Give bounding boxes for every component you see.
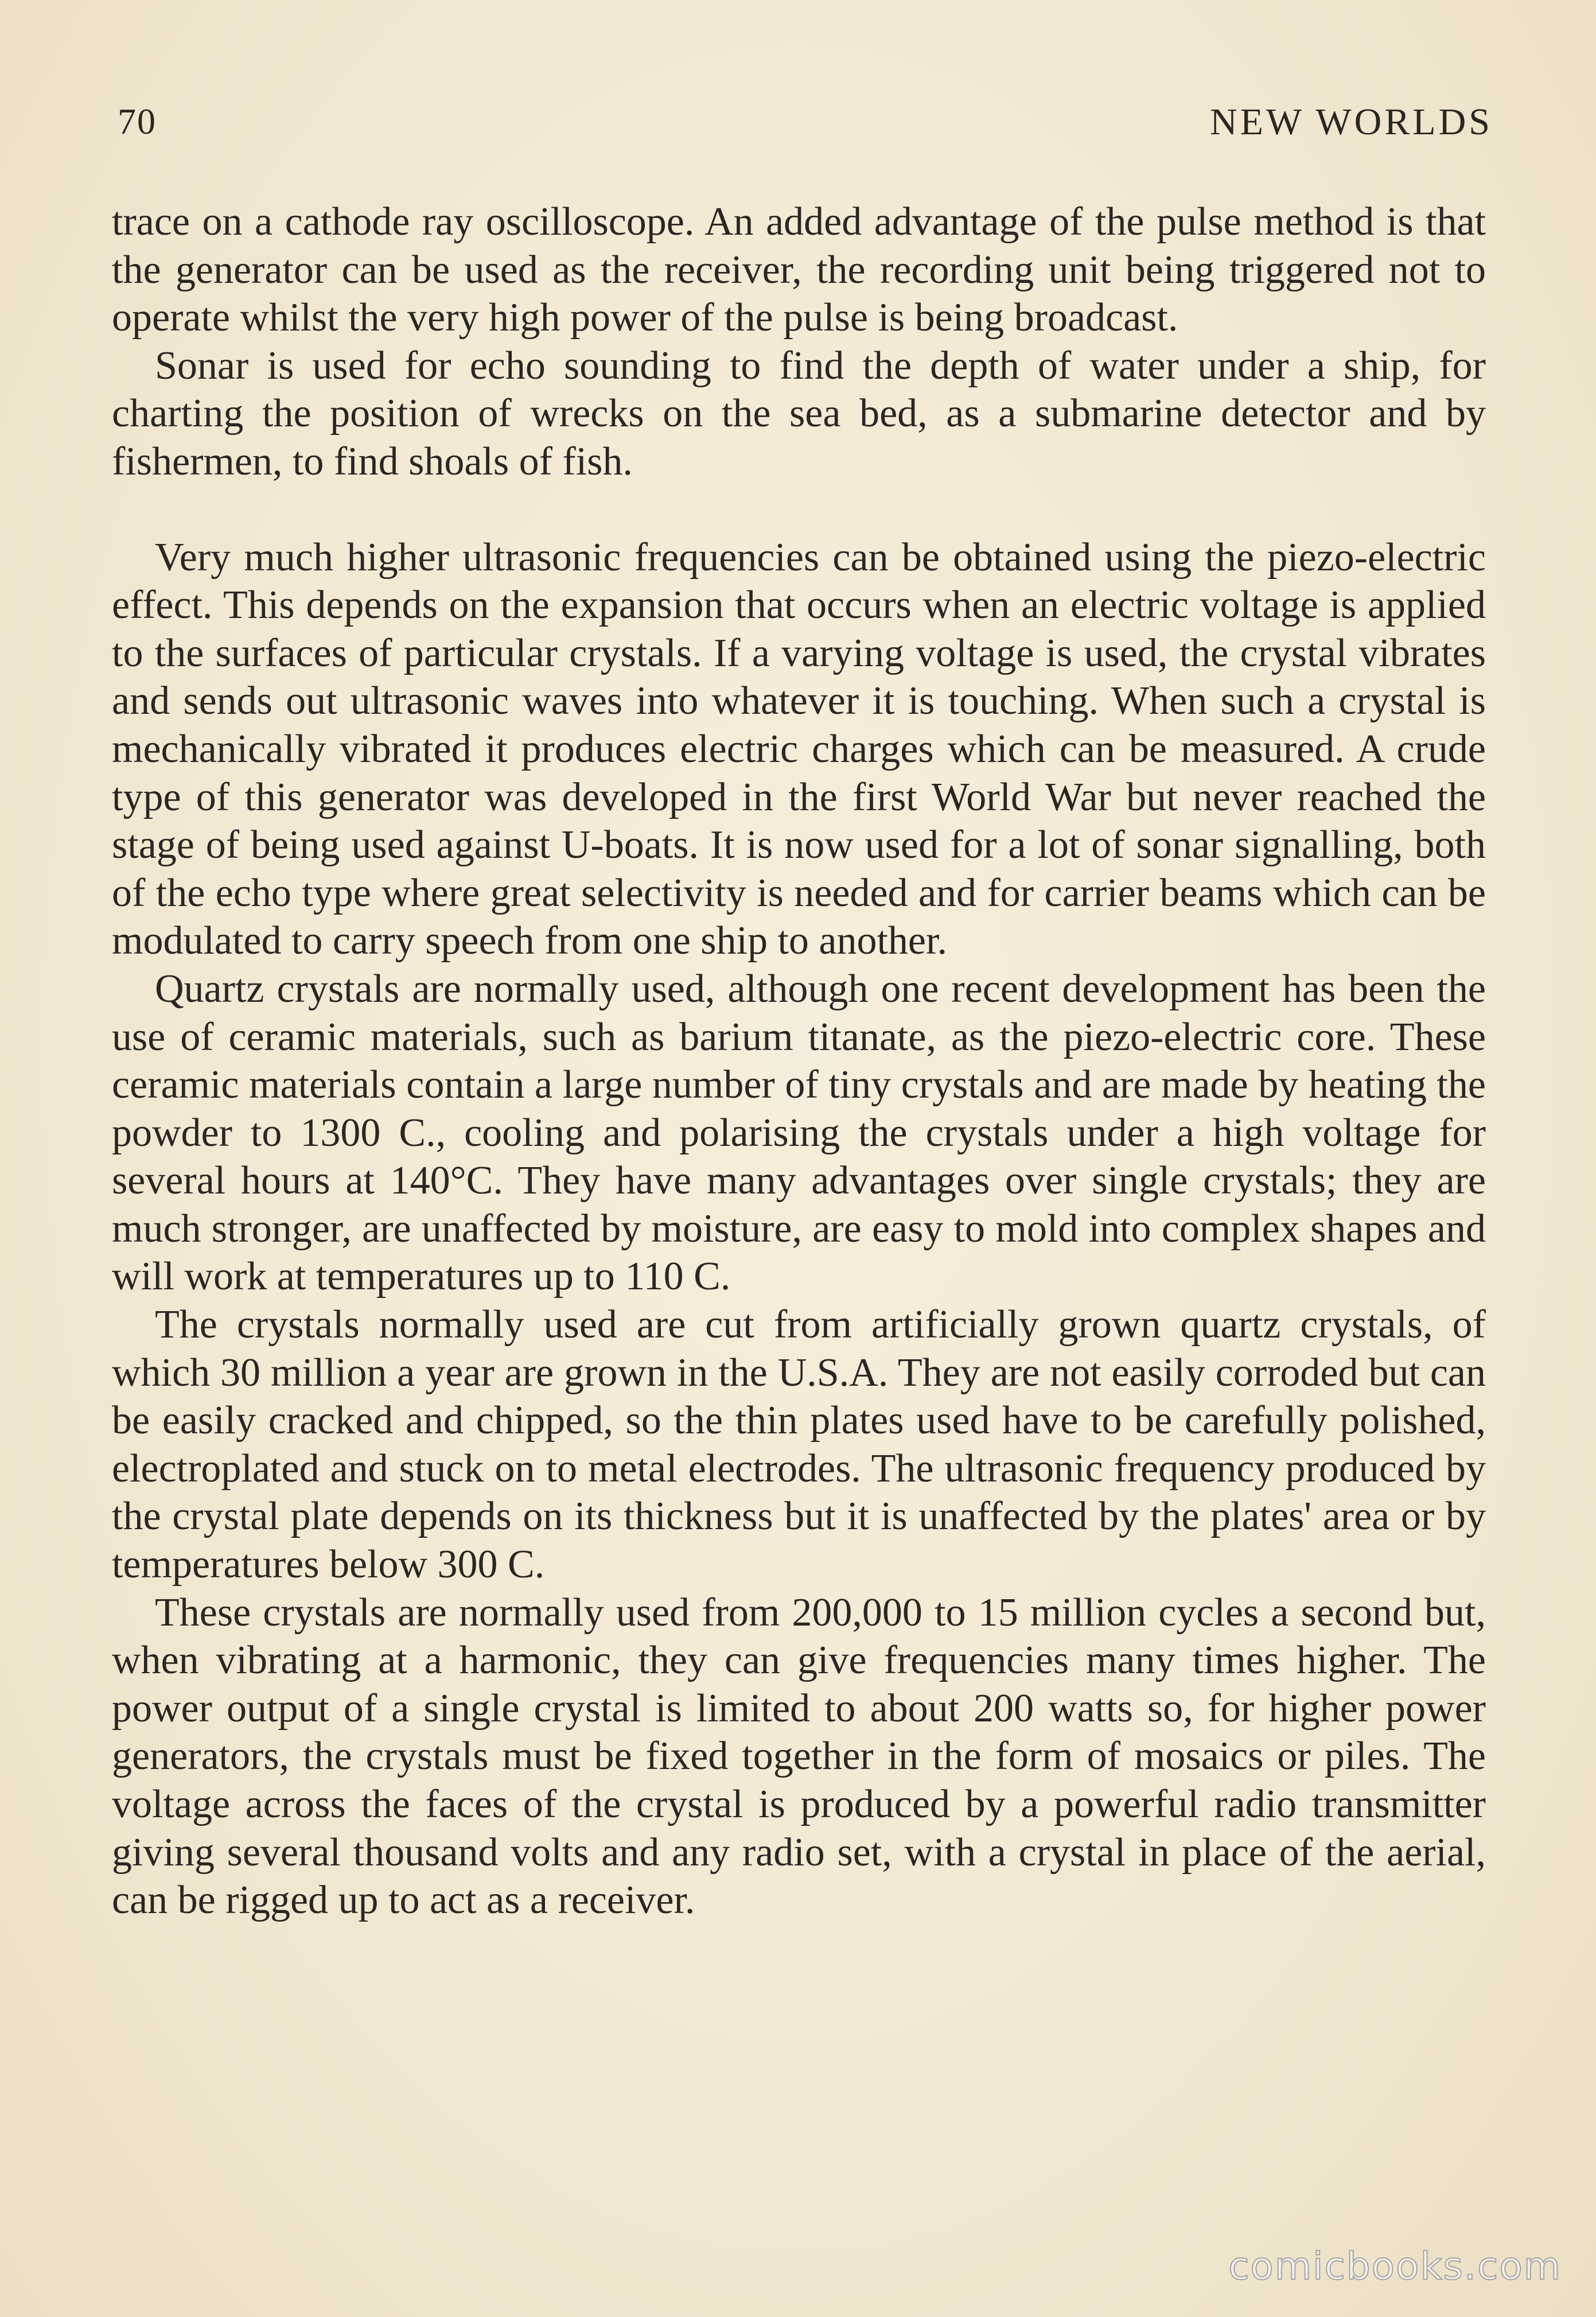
paragraph-frequencies: These crystals are normally used from 200,000 to 15 million cycles a second but, when vibrating at a harmonic, they can give frequencies many times higher. The power output of a single crystal is limited to about 200 watts so, for higher power generators, the crystals must be fixed together in the form of mosaics or piles. The voltage across the faces of the crystal is produced by a powerful radio transmitter giving several thousand volts and any radio set, with a crystal in place of the aerial, can be rigged up to act as a receiver.	[112, 1590, 1486, 1923]
paragraph-pulse-method: trace on a cathode ray oscilloscope. An added advantage of the pulse method is that the generator can be used as the receiver, the recording unit being triggered not to operate whilst the very high power of the pulse is being broadcast.	[112, 200, 1486, 340]
paragraph-quartz-ceramic: Quartz crystals are normally used, although one recent development has been the use of ceramic materials, such as barium titanate, as the piezo-electric core. These ceramic materials contain a large number of tiny crystals and are made by heating the powder to 1300 C., cooling and polarising the crystals under a high voltage for several hours at 140°C. They have many advantages over single crystals; they are much stronger, are unaffected by moisture, are easy to mold into complex shapes and will work at temperatures up to 110 C.	[112, 966, 1486, 1299]
running-title: NEW WORLDS	[1209, 101, 1493, 143]
watermark: comicbooks.com	[1228, 2244, 1562, 2288]
paragraph-sonar-uses: Sonar is used for echo sounding to find the depth of water under a ship, for charting the position of wrecks on the sea bed, as a submarine detector and by fishermen, to find shoals of fish.	[112, 343, 1486, 484]
paragraph-grown-crystals: The crystals normally used are cut from artificially grown quartz crystals, of which 30 million a year are grown in the U.S.A. They are not easily corroded but can be easily cracked and chipped, so the thin plates used have to be carefully polished, electroplated and stuck on to metal electrodes. The ultrasonic frequency produced by the crystal plate depends on its thickness but it is unaffected by the plates' area or by temperatures below 300 C.	[112, 1303, 1486, 1587]
page-number: 70	[118, 101, 157, 142]
body-text	[112, 198, 1486, 1925]
running-head	[118, 100, 1493, 152]
paragraph-piezo-electric: Very much higher ultrasonic frequencies can be obtained using the piezo-electric effect. This depends on the expansion that occurs when an electric voltage is applied to the surfaces of particular crystals. If a varying voltage is used, the crystal vibrates and sends out ultrasonic waves into whatever it is touching. When such a crystal is mechanically vibrated it produces electric charges which can be measured. A crude type of this generator was developed in the first World War but never reached the stage of being used against U-boats. It is now used for a lot of sonar signalling, both of the echo type where great selectivity is needed and for carrier beams which can be modulated to carry speech from one ship to another.	[112, 535, 1486, 963]
section-break	[112, 486, 1486, 534]
